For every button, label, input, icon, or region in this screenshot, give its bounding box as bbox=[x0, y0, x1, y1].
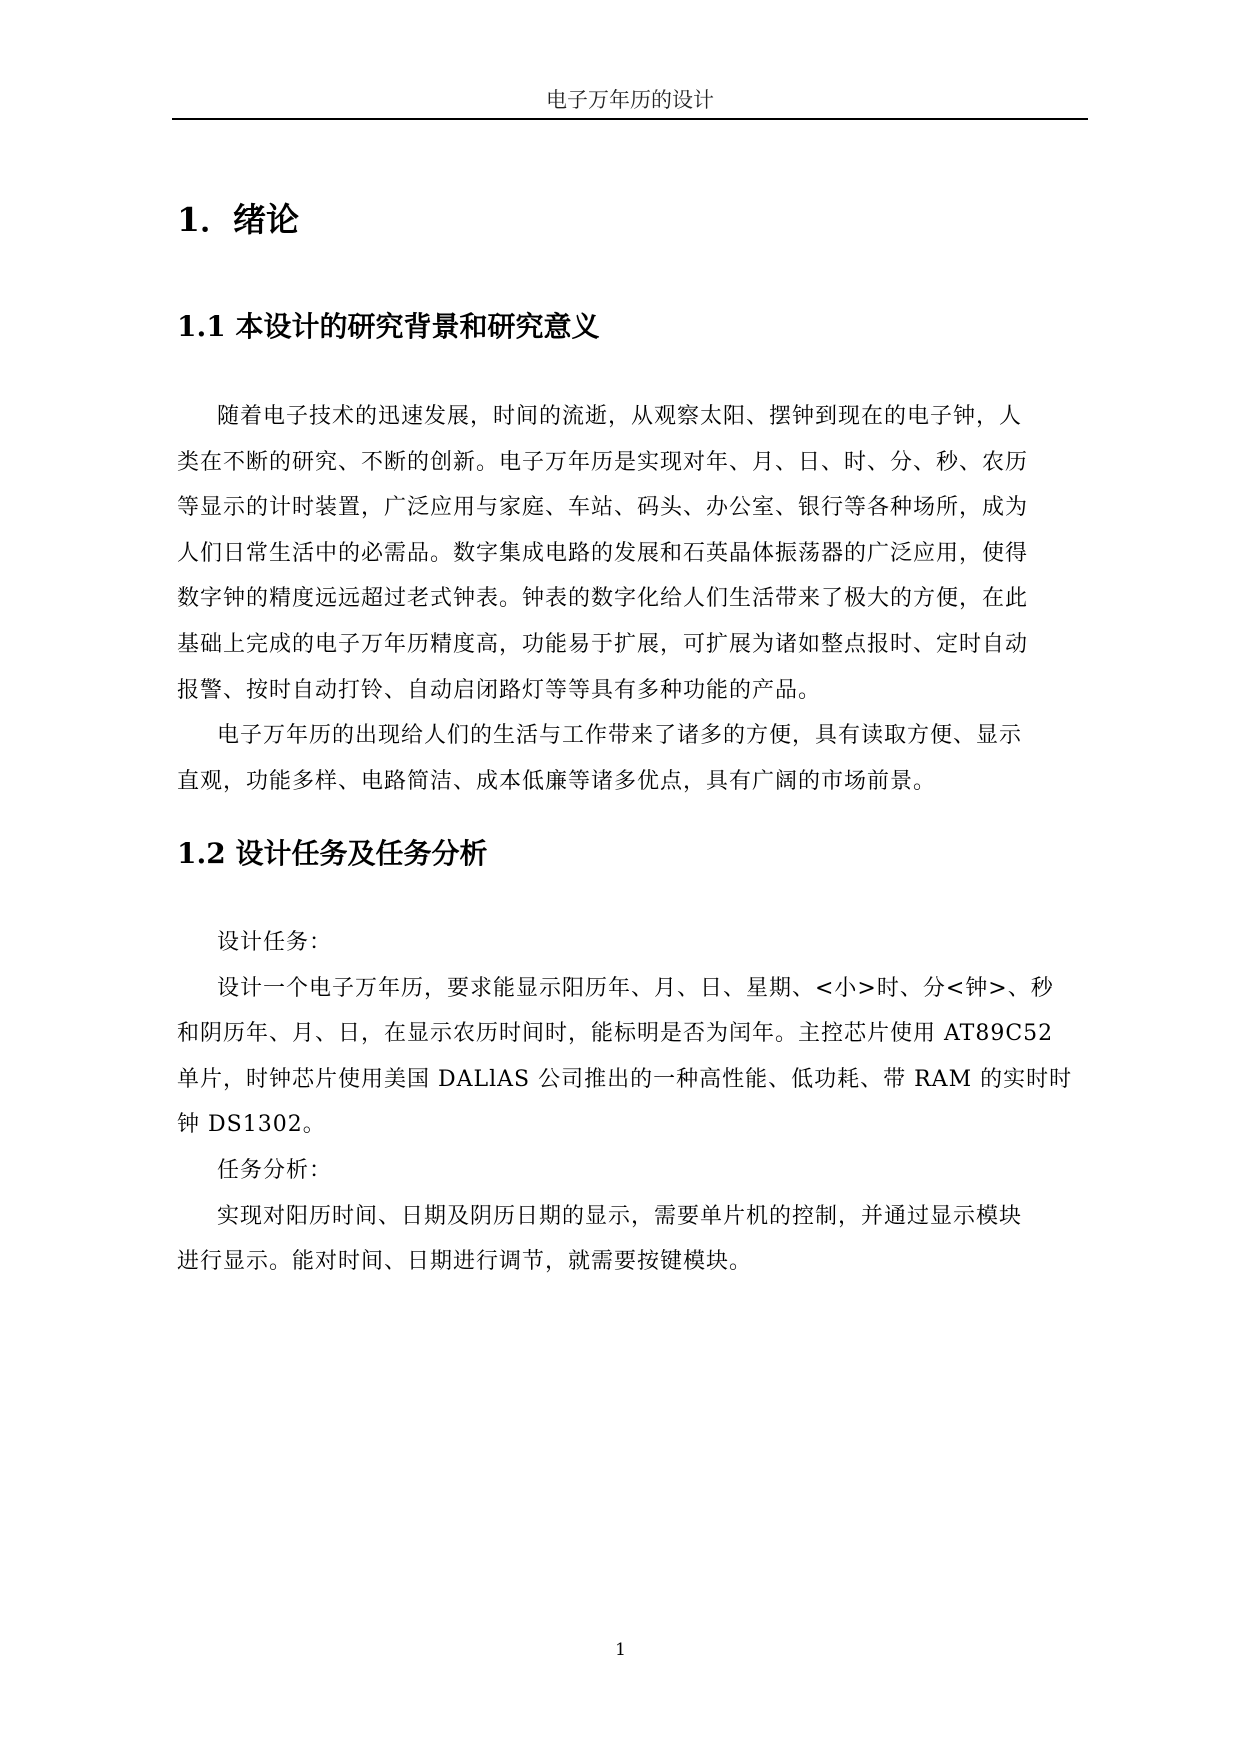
paragraph-line: 设计任务： bbox=[217, 930, 333, 955]
section-1-1-body bbox=[177, 394, 1089, 804]
section-1-2-title: 1.2 设计任务及任务分析 bbox=[177, 837, 488, 870]
paragraph-line: 等显示的计时装置，广泛应用与家庭、车站、码头、办公室、银行等各种场所，成为 bbox=[177, 495, 1029, 521]
paragraph-line: 电子万年历的出现给人们的生活与工作带来了诸多的方便，具有读取方便、显示 bbox=[217, 723, 1023, 749]
section-1-2-body bbox=[177, 920, 1089, 1285]
page-number: 1 bbox=[615, 1640, 626, 1660]
paragraph-line: 单片，时钟芯片使用美国 DALlAS 公司推出的一种高性能、低功耗、带 RAM 的实时时 bbox=[177, 1066, 1073, 1092]
paragraph-line: 实现对阳历时间、日期及阴历日期的显示，需要单片机的控制，并通过显示模块 bbox=[217, 1203, 1023, 1229]
paragraph-line: 直观，功能多样、电路简洁、成本低廉等诸多优点，具有广阔的市场前景。 bbox=[177, 768, 937, 794]
paragraph-line: 数字钟的精度远远超过老式钟表。钟表的数字化给人们生活带来了极大的方便，在此 bbox=[177, 586, 1029, 612]
paragraph-line: 基础上完成的电子万年历精度高，功能易于扩展，可扩展为诸如整点报时、定时自动 bbox=[177, 631, 1029, 657]
paragraph-line: 和阴历年、月、日，在显示农历时间时，能标明是否为闰年。主控芯片使用 AT89C52 bbox=[177, 1021, 1054, 1047]
paragraph-line: 类在不断的研究、不断的创新。电子万年历是实现对年、月、日、时、分、秒、农历 bbox=[177, 449, 1029, 475]
paragraph-line: 报警、按时自动打铃、自动启闭路灯等等具有多种功能的产品。 bbox=[177, 677, 822, 703]
page-header-title: 电子万年历的设计 bbox=[546, 88, 714, 112]
header-rule bbox=[172, 118, 1088, 120]
paragraph-line: 设计一个电子万年历，要求能显示阳历年、月、日、星期、<小>时、分<钟>、秒 bbox=[217, 975, 1054, 1001]
paragraph-line: 随着电子技术的迅速发展，时间的流逝，从观察太阳、摆钟到现在的电子钟，人 bbox=[217, 404, 1023, 429]
paragraph-line: 人们日常生活中的必需品。数字集成电路的发展和石英晶体振荡器的广泛应用，使得 bbox=[177, 540, 1029, 566]
paragraph-line: 任务分析： bbox=[217, 1157, 333, 1183]
section-1-1-title: 1.1 本设计的研究背景和研究意义 bbox=[177, 310, 600, 343]
paragraph-line: 钟 DS1302。 bbox=[177, 1112, 326, 1138]
chapter-title: 1．绪论 bbox=[177, 200, 299, 239]
paragraph-line: 进行显示。能对时间、日期进行调节，就需要按键模块。 bbox=[177, 1249, 753, 1275]
